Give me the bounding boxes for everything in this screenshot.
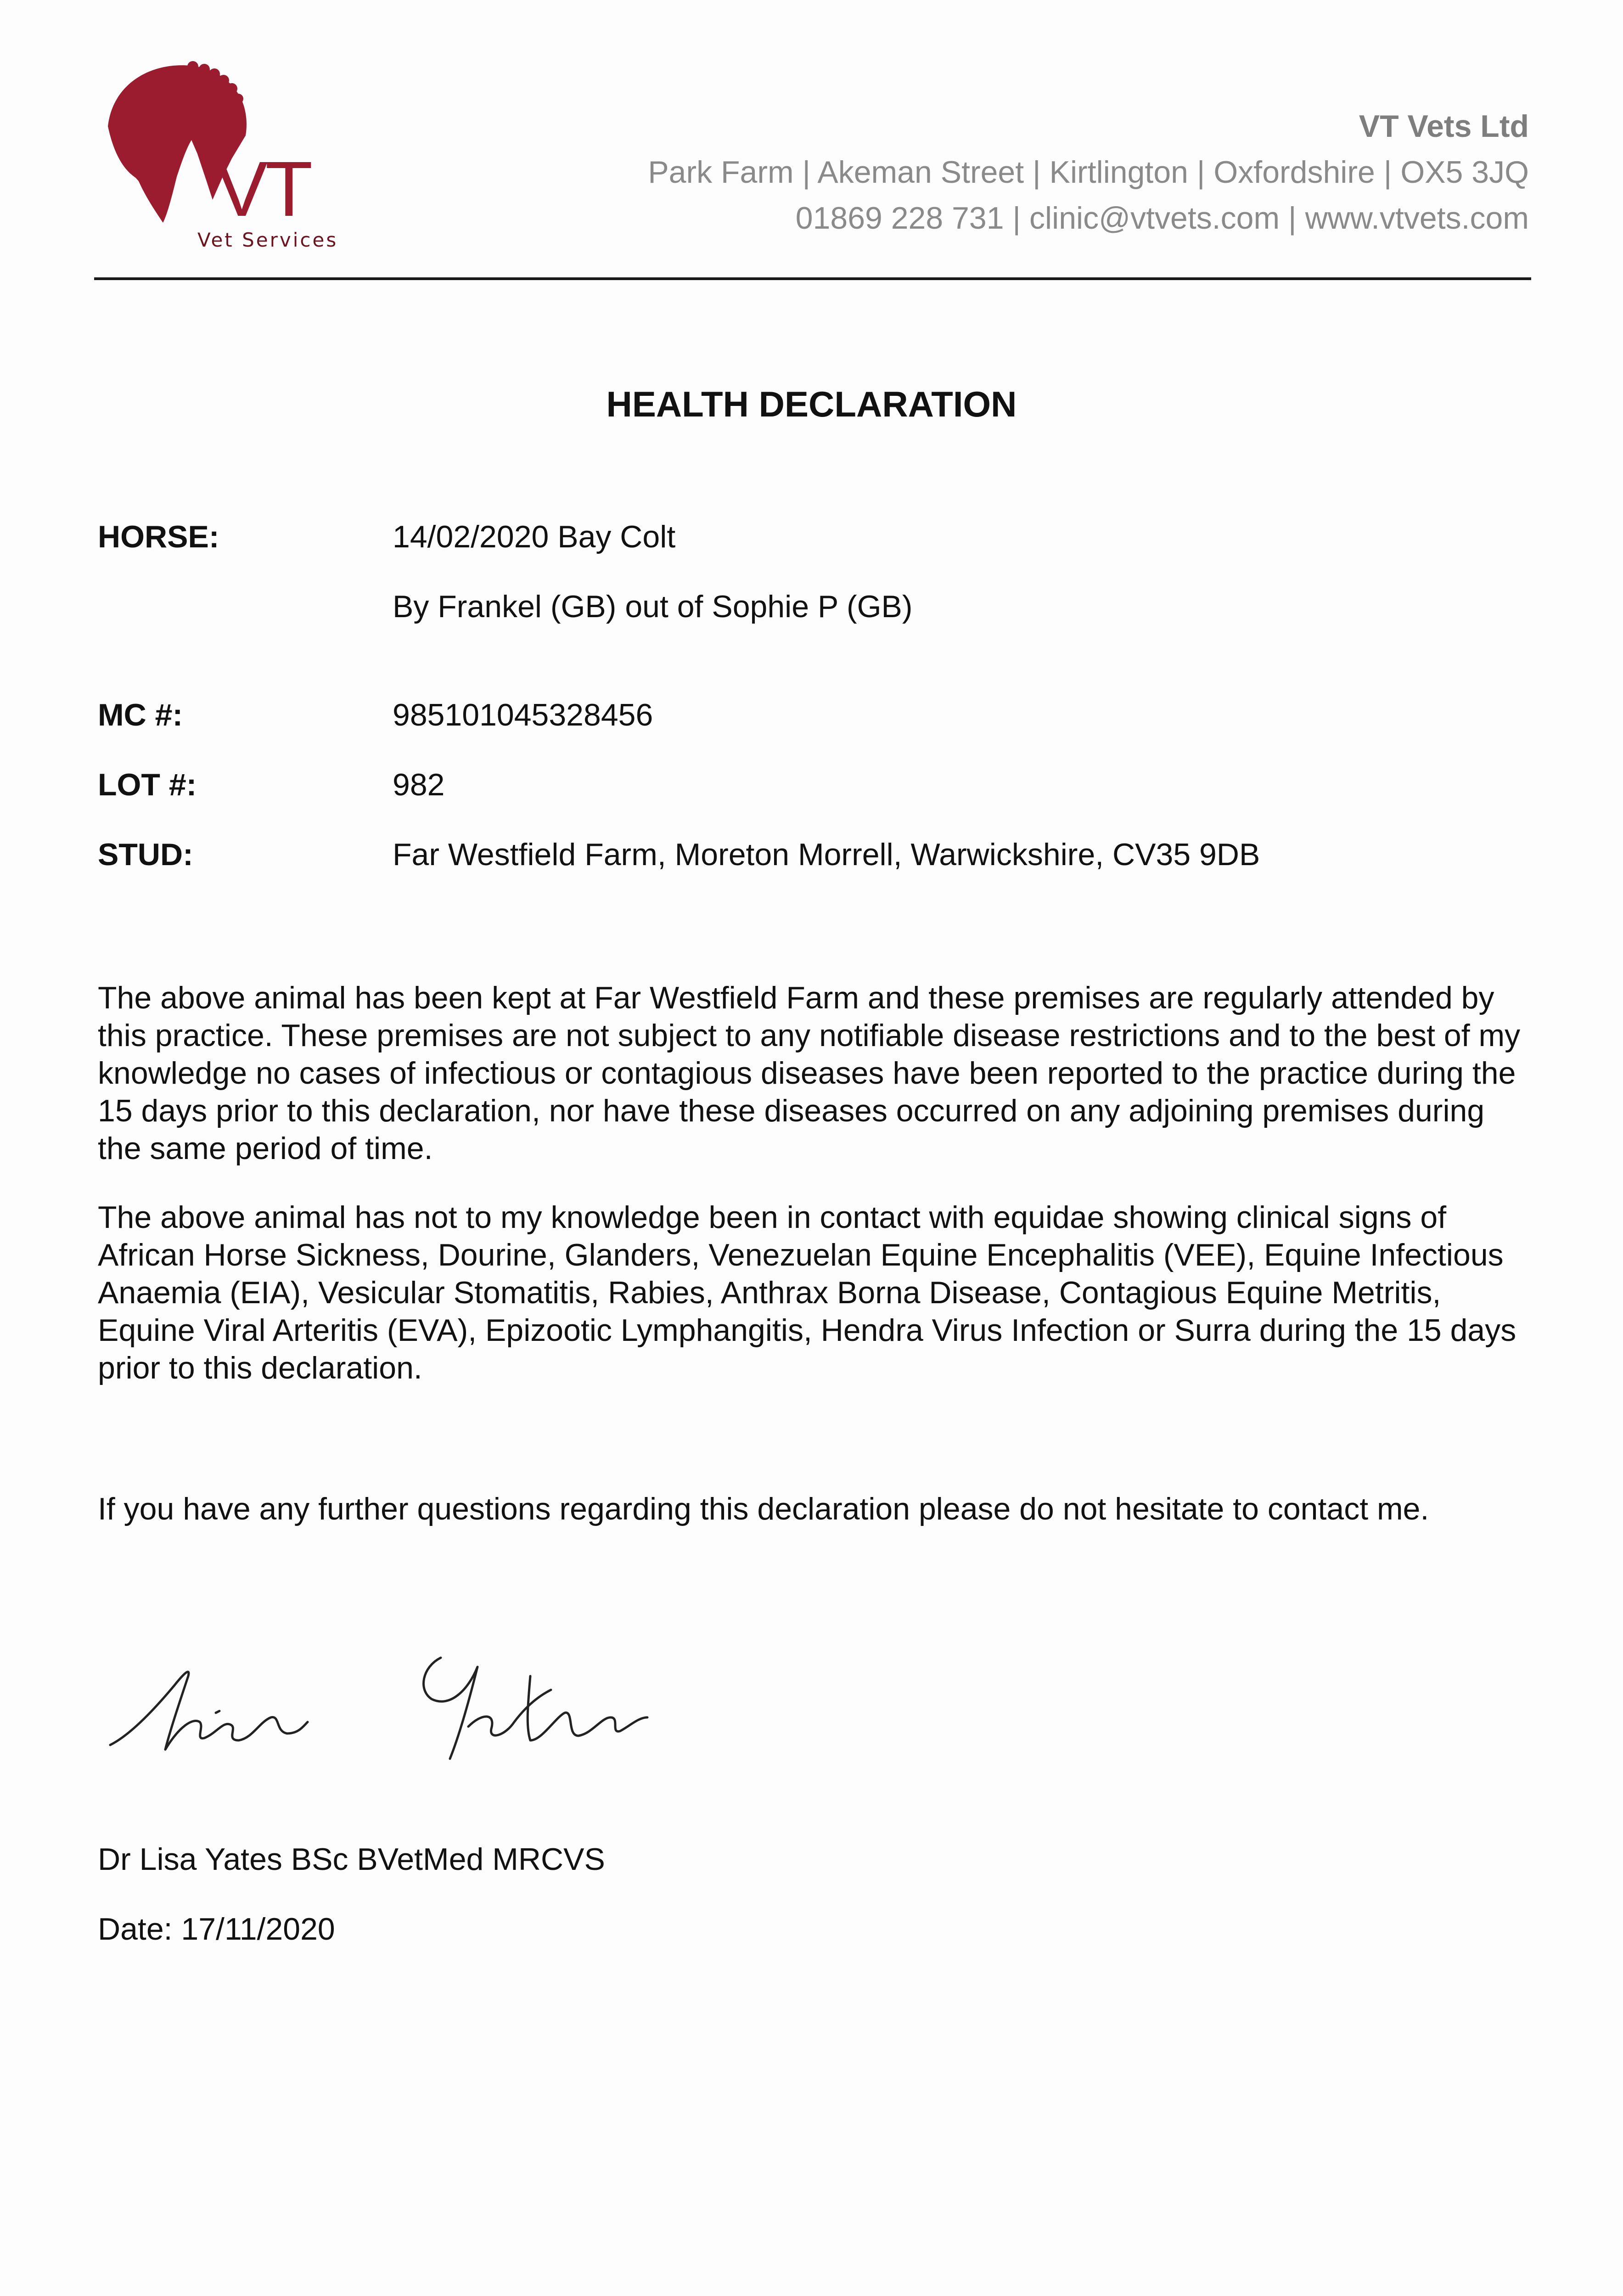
declaration-paragraph-1: The above animal has been kept at Far Westfield Farm and these premises are regularly attended by this practice. These premises are not subject to any notifiable disease restrictions and to the best of my knowledge no cases of infectious or contagious diseases have been reported to the practice during the 15 days prior to this declaration, nor have these diseases occurred on any adjoining premises during the same period of time. bbox=[98, 980, 1521, 1166]
company-contact: 01869 228 731 | clinic@vtvets.com | www.vtvets.com bbox=[795, 201, 1529, 236]
header-divider bbox=[94, 277, 1531, 280]
mc-label: MC #: bbox=[98, 698, 183, 732]
mc-value: 985101045328456 bbox=[393, 698, 653, 732]
contact-paragraph: If you have any further questions regarding this declaration please do not hesitate to contact me. bbox=[98, 1491, 1429, 1526]
logo-tagline: Vet Services bbox=[197, 229, 338, 250]
document-title: HEALTH DECLARATION bbox=[606, 384, 1017, 424]
company-address: Park Farm | Akeman Street | Kirtlington | Oxfordshire | OX5 3JQ bbox=[648, 155, 1529, 190]
horse-label: HORSE: bbox=[98, 519, 219, 554]
lot-value: 982 bbox=[393, 767, 445, 802]
logo-monogram: VT bbox=[216, 146, 310, 233]
signatory-name: Dr Lisa Yates BSc BVetMed MRCVS bbox=[98, 1842, 605, 1877]
declaration-paragraph-2: The above animal has not to my knowledge been in contact with equidae showing clinical signs of African Horse Sickness, Dourine, Glanders, Venezuelan Equine Encephalitis (VEE), Equine Infectious Anaemia (EIA), Vesicular Stomatitis, Rabies, Anthrax Borna Disease, Contagious Equine Metritis, Equine Viral Arteritis (EVA), Epizootic Lymphangitis, Hendra Virus Infection or Surra during the 15 days prior to this declaration. bbox=[98, 1200, 1516, 1385]
stud-label: STUD: bbox=[98, 837, 193, 872]
declaration-date: Date: 17/11/2020 bbox=[98, 1912, 335, 1947]
company-name: VT Vets Ltd bbox=[1359, 109, 1529, 144]
vt-vet-services-logo bbox=[94, 57, 351, 250]
horse-line-1: 14/02/2020 Bay Colt bbox=[393, 519, 676, 554]
horse-line-2: By Frankel (GB) out of Sophie P (GB) bbox=[393, 589, 913, 624]
company-header bbox=[648, 103, 1529, 241]
stud-value: Far Westfield Farm, Moreton Morrell, Warwickshire, CV35 9DB bbox=[393, 837, 1260, 872]
lot-label: LOT #: bbox=[98, 767, 197, 802]
handwritten-signature bbox=[101, 1649, 698, 1773]
